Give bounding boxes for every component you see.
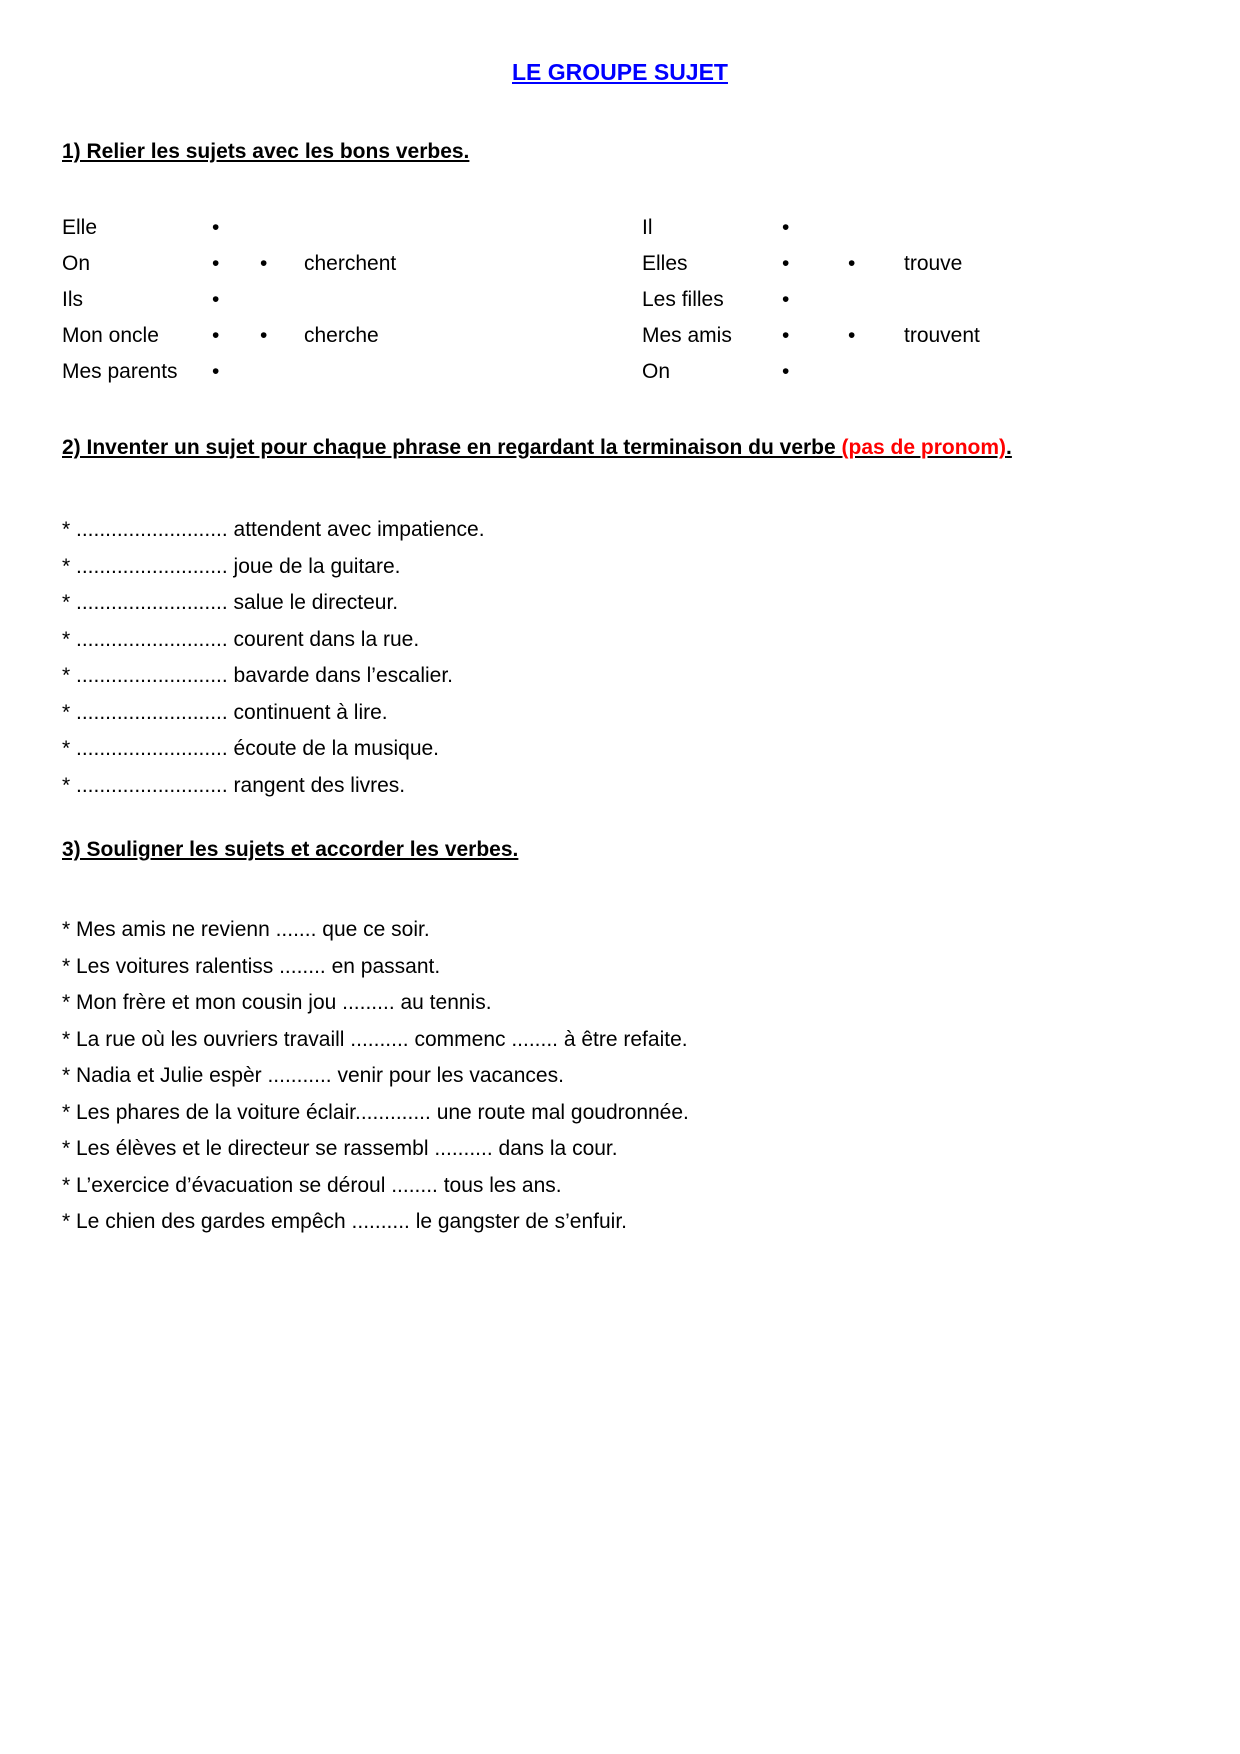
match-bullet: •	[782, 360, 790, 383]
exercise1-heading: 1) Relier les sujets avec les bons verbes.	[62, 140, 470, 163]
sentence-item: * .......................... attendent avec impatience.	[62, 518, 485, 541]
exercise2-heading-period: .	[1006, 436, 1012, 459]
match-row	[62, 354, 620, 390]
match-row	[642, 210, 1178, 246]
match-subject: Mes parents	[62, 360, 178, 383]
sentence-item: * Les phares de la voiture éclair............. une route mal goudronnée.	[62, 1100, 689, 1124]
exercise2-sentence-list	[62, 512, 1178, 804]
match-subject: Elle	[62, 216, 98, 239]
match-bullet: •	[212, 288, 220, 311]
page-title: LE GROUPE SUJET	[512, 59, 728, 85]
exercise2-heading-red-note: (pas de pronom)	[841, 436, 1007, 459]
sentence-item: * Mon frère et mon cousin jou ......... au tennis.	[62, 991, 492, 1014]
exercise2-heading-main: 2) Inventer un sujet pour chaque phrase en regardant la terminaison du verbe	[62, 436, 842, 459]
sentence-item: * La rue où les ouvriers travaill .......... commenc ........ à être refaite.	[62, 1027, 688, 1051]
match-bullet: •	[782, 216, 790, 239]
sentence-item: * .......................... écoute de la musique.	[62, 737, 440, 760]
exercise3-heading: 3) Souligner les sujets et accorder les verbes.	[62, 838, 519, 861]
matching-left-group	[62, 210, 620, 390]
sentence-item: * L’exercice d’évacuation se déroul ........ tous les ans.	[62, 1173, 562, 1197]
sentence-item: * .......................... bavarde dans l’escalier.	[62, 664, 454, 687]
sentence-item: * .......................... continuent à lire.	[62, 700, 388, 724]
matching-right-group	[620, 210, 1178, 390]
match-subject: Les filles	[642, 288, 724, 311]
match-bullet: •	[260, 324, 268, 347]
match-row	[642, 282, 1178, 318]
match-verb: cherchent	[304, 252, 397, 275]
sentence-item: * Les voitures ralentiss ........ en passant.	[62, 954, 441, 978]
match-subject: On	[62, 252, 91, 275]
sentence-item: * .......................... courent dans la rue.	[62, 627, 420, 651]
match-bullet: •	[782, 324, 790, 347]
sentence-item: * Le chien des gardes empêch .......... le gangster de s’enfuir.	[62, 1210, 628, 1233]
sentence-item: * Mes amis ne revienn ....... que ce soir.	[62, 918, 430, 941]
match-bullet: •	[212, 324, 220, 347]
match-subject: On	[642, 360, 671, 383]
sentence-item: * Les élèves et le directeur se rassembl .......... dans la cour.	[62, 1137, 618, 1160]
matching-exercise	[62, 210, 1178, 390]
match-bullet: •	[212, 252, 220, 275]
match-bullet: •	[260, 252, 268, 275]
match-subject: Elles	[642, 252, 688, 275]
match-row	[62, 246, 620, 282]
match-subject: Mes amis	[642, 324, 732, 347]
match-verb: cherche	[304, 324, 379, 347]
match-bullet: •	[782, 252, 790, 275]
match-bullet: •	[848, 324, 856, 347]
match-bullet: •	[212, 216, 220, 239]
match-row	[62, 318, 620, 354]
match-row	[642, 318, 1178, 354]
match-verb: trouvent	[904, 324, 980, 347]
sentence-item: * .......................... rangent des livres.	[62, 773, 406, 797]
match-verb: trouve	[904, 252, 963, 275]
match-row	[642, 246, 1178, 282]
sentence-item: * Nadia et Julie espèr ........... venir pour les vacances.	[62, 1064, 564, 1087]
match-bullet: •	[782, 288, 790, 311]
exercise2-heading	[62, 434, 1178, 462]
sentence-item: * .......................... salue le directeur.	[62, 591, 399, 614]
sentence-item: * .......................... joue de la guitare.	[62, 554, 401, 578]
match-subject: Ils	[62, 288, 83, 311]
match-row	[62, 210, 620, 246]
match-subject: Mon oncle	[62, 324, 159, 347]
match-row	[642, 354, 1178, 390]
match-subject: Il	[642, 216, 653, 239]
match-bullet: •	[212, 360, 220, 383]
match-bullet: •	[848, 252, 856, 275]
exercise3-sentence-list	[62, 912, 1178, 1241]
match-row	[62, 282, 620, 318]
